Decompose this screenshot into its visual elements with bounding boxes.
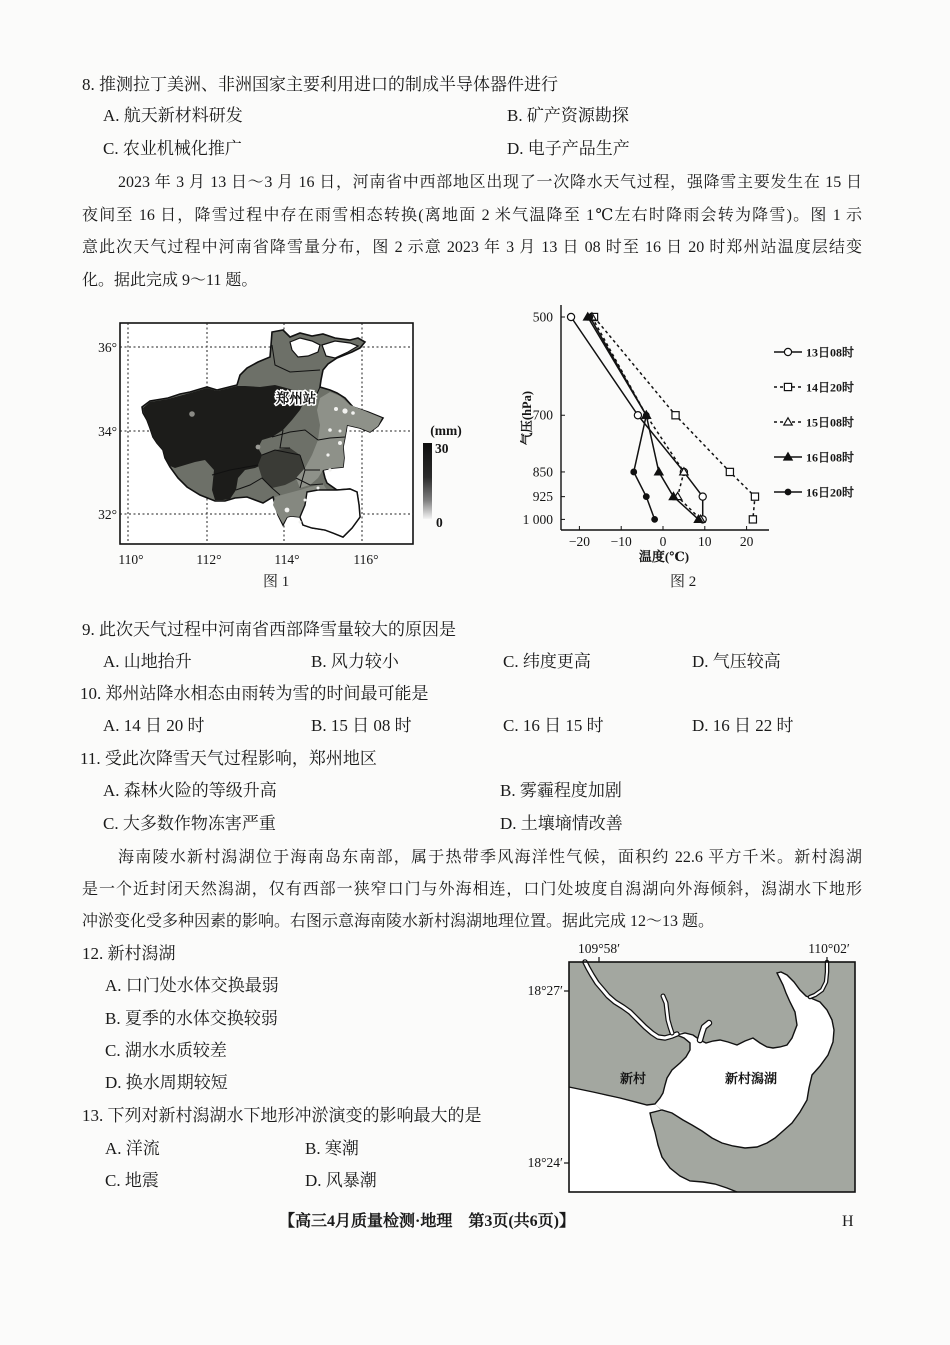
question-11-option-a: A. 森林火险的等级升高 xyxy=(103,781,277,800)
lat-tick-32: 32° xyxy=(98,507,117,522)
figure-1-snowfall-map xyxy=(90,310,470,595)
question-13-option-c: C. 地震 xyxy=(105,1171,159,1190)
x-tick-label: 0 xyxy=(659,534,667,549)
x-axis-label: 温度(℃) xyxy=(638,549,690,564)
figure-3-xincun-lagoon-map xyxy=(515,935,865,1200)
question-8-stem: 8. 推测拉丁美洲、非洲国家主要利用进口的制成半导体器件进行 xyxy=(82,75,558,94)
chart-axes-ticks xyxy=(523,310,754,550)
open-circle-marker-icon xyxy=(634,412,641,419)
passage-1-line: 2023 年 3 月 13 日～3 月 16 日，河南省中西部地区出现了一次降水天气过程，强降雪主要发生在 15 日 xyxy=(118,174,862,191)
series-14日20时 xyxy=(590,313,758,523)
question-12-option-a: A. 口门处水体交换最弱 xyxy=(105,976,279,995)
question-12-option-d: D. 换水周期较短 xyxy=(105,1073,228,1092)
y-axis-label: 气压(hPa) xyxy=(520,390,534,446)
question-10-option-d: D. 16 日 22 时 xyxy=(692,716,794,735)
x-tick-label: 10 xyxy=(698,534,712,549)
filled-circle-marker-icon xyxy=(785,489,791,495)
passage-2-line: 海南陵水新村潟湖位于海南岛东南部，属于热带季风海洋性气候，面积约 22.6 平方千米。新村潟湖 xyxy=(118,849,862,866)
question-13-option-a: A. 洋流 xyxy=(105,1139,160,1158)
question-9-option-d: D. 气压较高 xyxy=(692,652,781,671)
question-9-option-b: B. 风力较小 xyxy=(311,652,399,671)
page-footer: 【高三4月质量检测·地理 第3页(共6页)】 xyxy=(279,1213,575,1230)
y-tick-label: 700 xyxy=(532,407,553,423)
series-16日20时 xyxy=(587,314,657,522)
lat-tick-18-24: 18°24′ xyxy=(527,1155,563,1170)
y-tick-label: 500 xyxy=(532,309,553,325)
question-10-option-a: A. 14 日 20 时 xyxy=(103,716,205,735)
colorbar-unit: (mm) xyxy=(430,423,462,438)
lat-tick-36: 36° xyxy=(98,340,117,355)
question-10-option-b: B. 15 日 08 时 xyxy=(311,716,412,735)
y-tick-label: 1 000 xyxy=(522,511,553,527)
filled-circle-marker-icon xyxy=(643,412,649,418)
legend-label: 15日08时 xyxy=(806,415,855,430)
open-square-marker-icon xyxy=(726,468,733,475)
lat-tick-34: 34° xyxy=(98,424,117,439)
question-13-option-b: B. 寒潮 xyxy=(305,1139,359,1158)
passage-1-line: 夜间至 16 日，降雪过程中存在雨雪相态转换(离地面 2 米气温降至 1℃左右时降雨会转为降雪)。图 1 示 xyxy=(82,207,862,224)
filled-circle-marker-icon xyxy=(631,469,637,475)
question-13-stem: 13. 下列对新村潟湖水下地形冲淤演变的影响最大的是 xyxy=(82,1106,482,1125)
question-8-option-a: A. 航天新材料研发 xyxy=(103,106,243,125)
open-circle-marker-icon xyxy=(699,493,706,500)
open-circle-marker-icon xyxy=(567,313,574,320)
passage-1-line: 意此次天气过程中河南省降雪量分布，图 2 示意 2023 年 3 月 13 日 08 时至 16 日 20 时郑州站温度层结变 xyxy=(82,239,862,256)
x-tick-label: 20 xyxy=(739,534,754,549)
figure-2-caption: 图 2 xyxy=(670,574,697,590)
filled-circle-marker-icon xyxy=(643,494,649,500)
question-11-stem: 11. 受此次降雪天气过程影响，郑州地区 xyxy=(80,749,377,768)
x-tick-label: −20 xyxy=(568,534,590,549)
colorbar-max-label: 30 xyxy=(435,441,449,456)
figure-2-temperature-profile-chart xyxy=(505,295,870,575)
filled-triangle-marker-icon xyxy=(655,468,663,475)
legend-item xyxy=(774,485,854,500)
question-12-stem: 12. 新村潟湖 xyxy=(82,944,176,963)
question-10-option-c: C. 16 日 15 时 xyxy=(503,716,604,735)
legend-label: 14日20时 xyxy=(806,380,855,395)
lon-tick-112: 112° xyxy=(196,552,222,567)
question-12-option-c: C. 湖水水质较差 xyxy=(105,1041,227,1060)
legend-label: 16日20时 xyxy=(806,485,855,500)
lat-tick-18-27: 18°27′ xyxy=(527,983,563,998)
passage-2-line: 是一个近封闭天然潟湖，仅有西部一狭窄口门与外海相连，口门处坡度自潟湖向外海倾斜，潟湖水下地形 xyxy=(82,881,862,898)
lon-tick-116: 116° xyxy=(353,552,379,567)
xincun-lagoon-label: 新村潟湖 xyxy=(724,1071,778,1086)
zhengzhou-station-label: 郑州站 xyxy=(275,391,317,406)
y-tick-label: 925 xyxy=(532,489,553,505)
legend-item xyxy=(774,345,854,360)
lon-tick-109-58: 109°58′ xyxy=(577,941,621,956)
passage-2-line: 冲淤变化受多种因素的影响。右图示意海南陵水新村潟湖地理位置。据此完成 12～13 题。 xyxy=(82,913,715,930)
open-square-marker-icon xyxy=(751,493,758,500)
open-square-marker-icon xyxy=(784,383,791,390)
question-10-stem: 10. 郑州站降水相态由雨转为雪的时间最可能是 xyxy=(80,684,429,703)
legend-item xyxy=(774,380,854,395)
question-9-option-c: C. 纬度更高 xyxy=(503,652,591,671)
colorbar xyxy=(423,443,432,519)
legend-label: 16日08时 xyxy=(806,450,855,465)
paper-version-code: H xyxy=(842,1213,854,1230)
question-11-option-c: C. 大多数作物冻害严重 xyxy=(103,814,276,833)
lon-tick-110-02: 110°02′ xyxy=(808,941,850,956)
xincun-town-label: 新村 xyxy=(619,1071,647,1086)
lon-tick-114: 114° xyxy=(274,552,300,567)
question-8-option-c: C. 农业机械化推广 xyxy=(103,139,242,158)
legend-item xyxy=(774,415,854,430)
question-9-stem: 9. 此次天气过程中河南省西部降雪量较大的原因是 xyxy=(82,620,456,639)
question-11-option-b: B. 雾霾程度加剧 xyxy=(500,781,622,800)
question-9-option-a: A. 山地抬升 xyxy=(103,652,192,671)
figure-1-caption: 图 1 xyxy=(263,574,290,590)
legend-label: 13日08时 xyxy=(806,345,855,360)
colorbar-min-label: 0 xyxy=(436,515,443,530)
filled-circle-marker-icon xyxy=(587,314,593,320)
open-circle-marker-icon xyxy=(784,348,791,355)
x-tick-label: −10 xyxy=(610,534,632,549)
series-13日08时 xyxy=(567,313,706,523)
question-11-option-d: D. 土壤墒情改善 xyxy=(500,814,623,833)
question-8-option-b: B. 矿产资源勘探 xyxy=(507,106,629,125)
question-8-option-d: D. 电子产品生产 xyxy=(507,139,630,158)
filled-circle-marker-icon xyxy=(652,517,658,523)
y-tick-label: 850 xyxy=(532,464,553,480)
question-12-option-b: B. 夏季的水体交换较弱 xyxy=(105,1009,278,1028)
legend-item xyxy=(774,450,854,465)
open-square-marker-icon xyxy=(749,516,756,523)
chart-legend xyxy=(774,345,854,500)
open-square-marker-icon xyxy=(672,412,679,419)
chart-series xyxy=(567,313,758,523)
passage-1-line: 化。据此完成 9～11 题。 xyxy=(82,272,258,289)
open-triangle-marker-icon xyxy=(784,418,792,425)
question-13-option-d: D. 风暴潮 xyxy=(305,1171,377,1190)
lon-tick-110: 110° xyxy=(118,552,144,567)
